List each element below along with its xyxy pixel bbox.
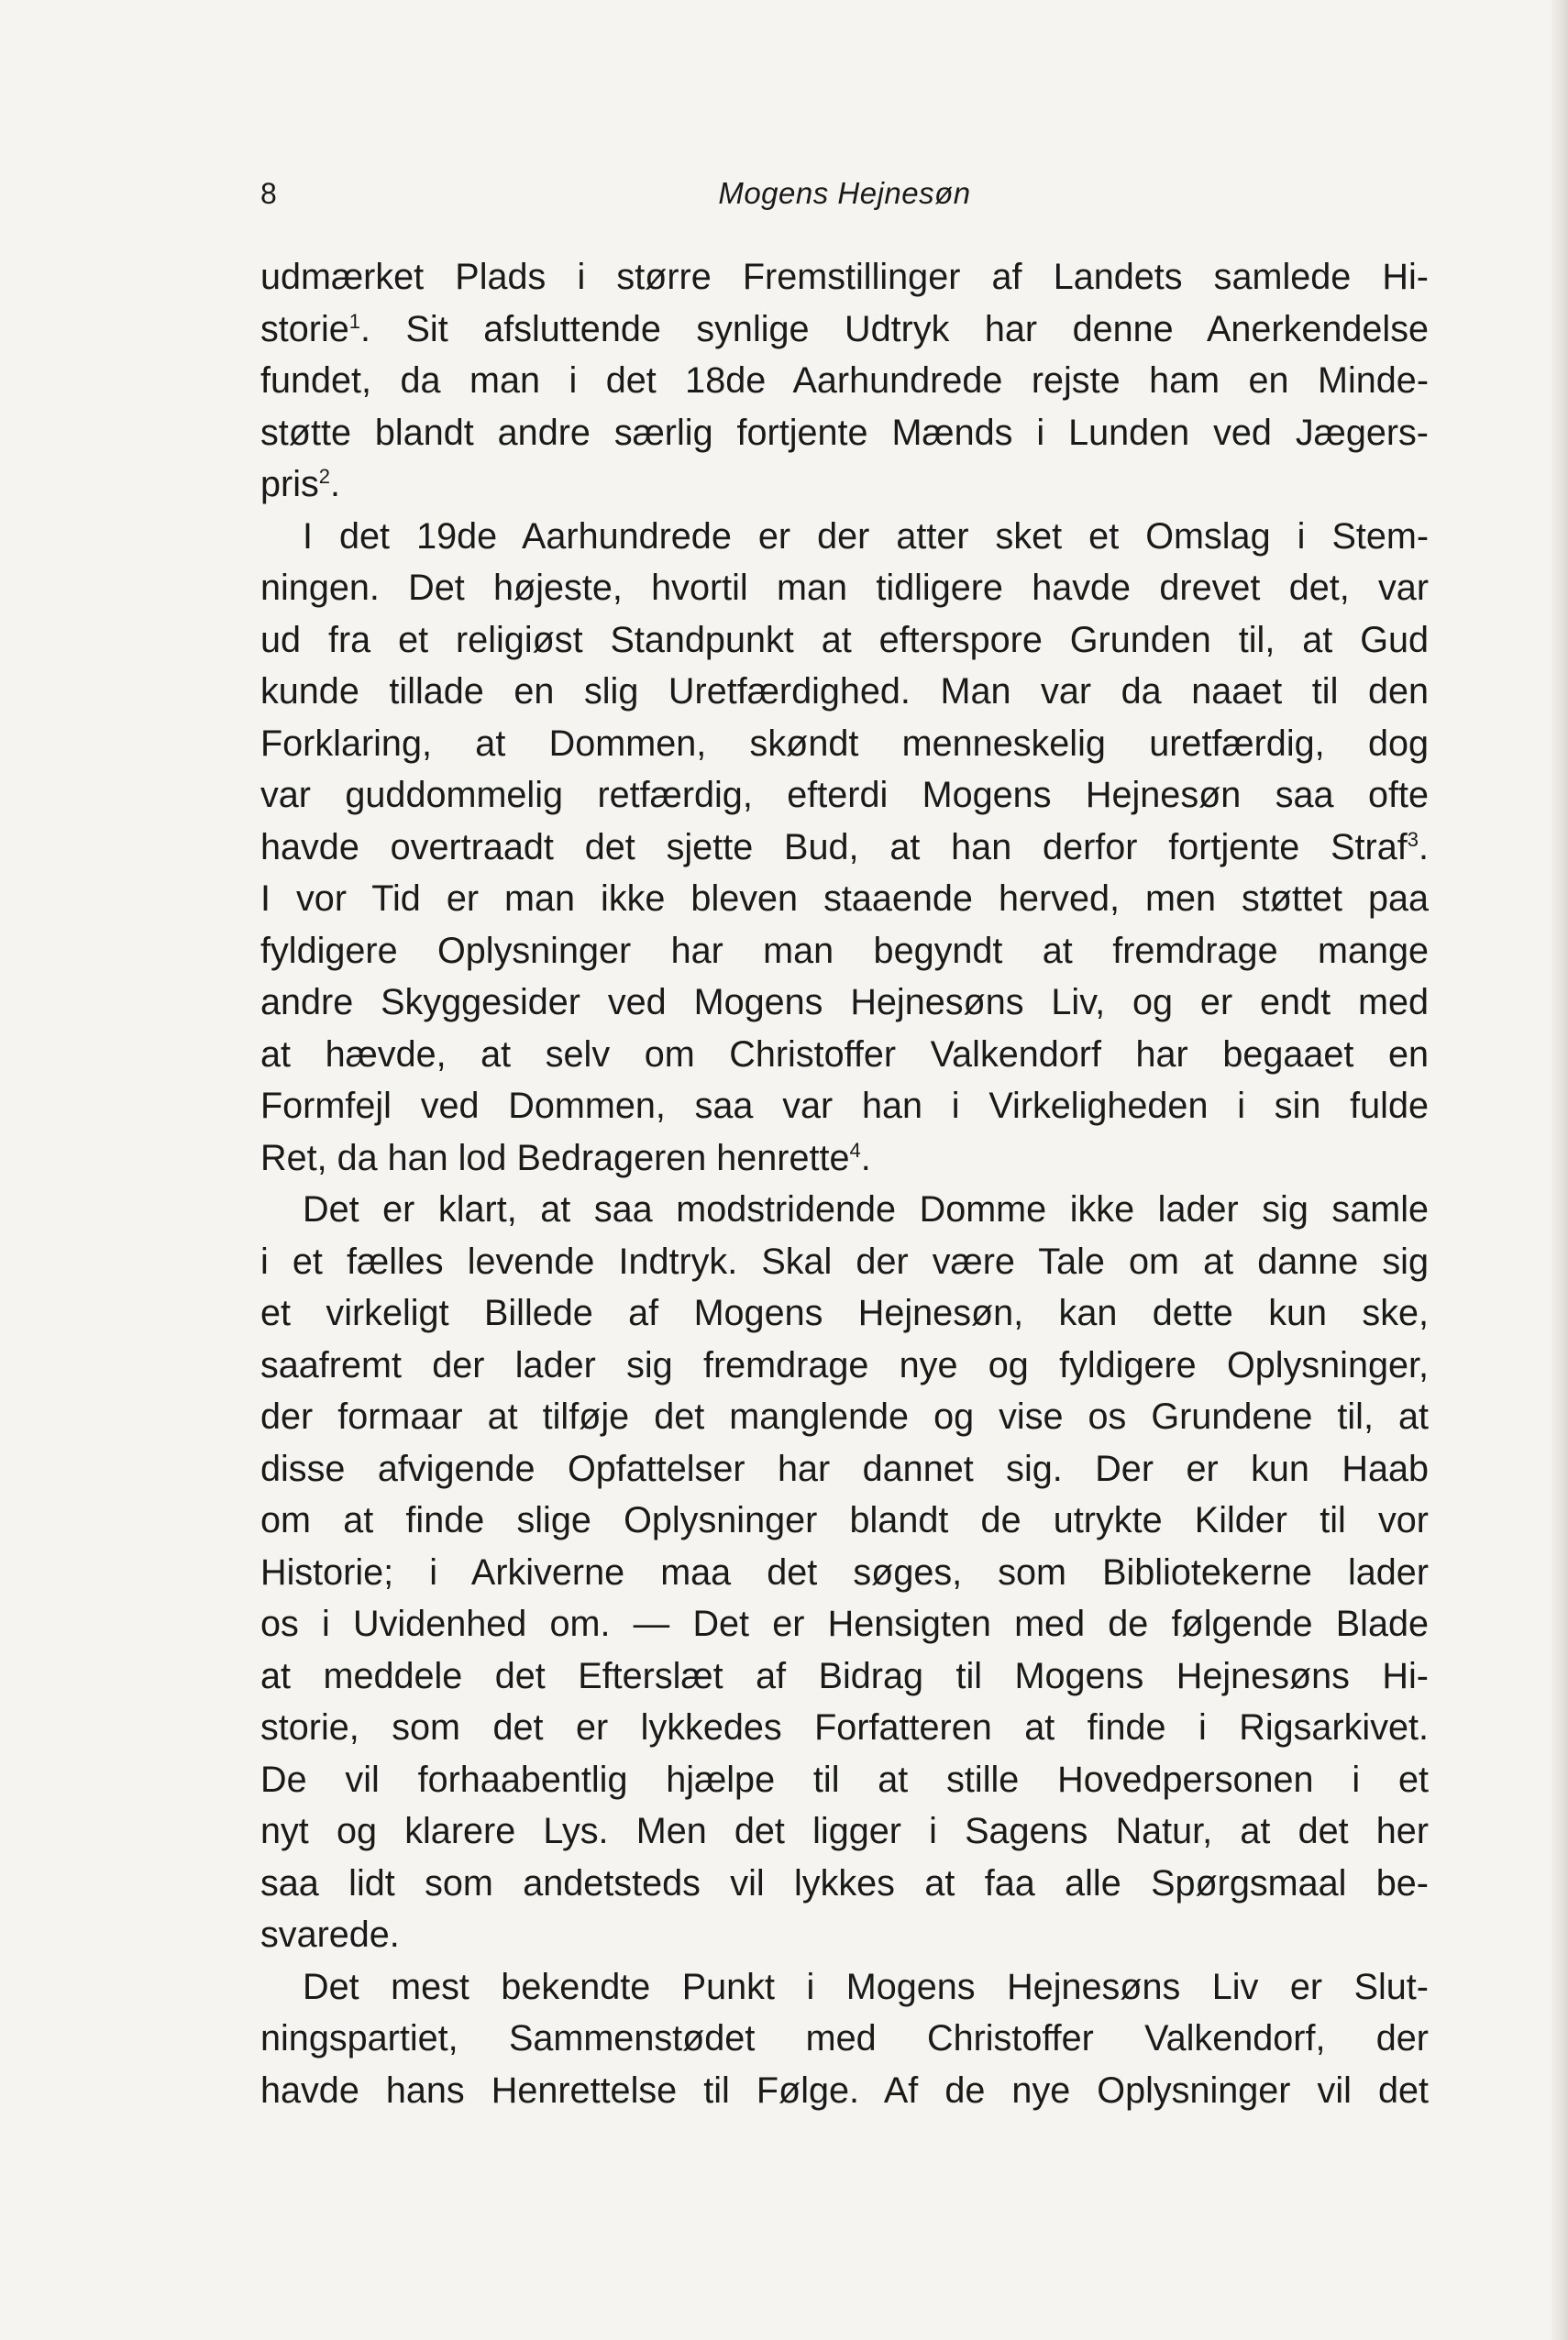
text-line-content: De vil forhaabentlig hjælpe til at stille Hovedpersonen i et	[260, 1759, 1429, 1800]
text-line	[260, 355, 1429, 407]
text-line	[260, 718, 1429, 770]
text-line	[260, 1754, 1429, 1806]
text-line-content: saa lidt som andetsteds vil lykkes at faa alle Spørgsmaal be-	[260, 1862, 1429, 1904]
text-line-content: Det er klart, at saa modstridende Domme ikke lader sig samle	[303, 1189, 1429, 1230]
text-line	[260, 2065, 1429, 2117]
text-line	[260, 1495, 1429, 1547]
running-header	[260, 172, 1429, 215]
text-line	[260, 1184, 1429, 1236]
text-line	[260, 1547, 1429, 1599]
text-line	[260, 925, 1429, 977]
text-line	[260, 1029, 1429, 1081]
text-line	[260, 1858, 1429, 1910]
text-line-content: Det mest bekendte Punkt i Mogens Hejnesøns Liv er Slut-	[303, 1966, 1429, 2007]
text-line	[260, 1702, 1429, 1754]
text-line-content: Forklaring, at Dommen, skøndt menneskelig uretfærdig, dog	[260, 723, 1429, 764]
text-line-content: disse afvigende Opfattelser har dannet sig. Der er kun Haab	[260, 1448, 1429, 1489]
text-line-content: Historie; i Arkiverne maa det søges, som Bibliotekerne lader	[260, 1551, 1429, 1593]
text-line-content: I det 19de Aarhundrede er der atter sket et Omslag i Stem-	[303, 515, 1429, 557]
text-line	[260, 1132, 1429, 1185]
text-line-content: Ret, da han lod Bedrageren henrette	[260, 1137, 850, 1178]
text-line-content: ningen. Det højeste, hvortil man tidligere havde drevet det, var	[260, 568, 1429, 608]
text-line-content: nyt og klarere Lys. Men det ligger i Sagens Natur, at det her	[260, 1811, 1429, 1851]
text-line-content: Formfejl ved Dommen, saa var han i Virkeligheden i sin fulde	[260, 1086, 1429, 1126]
body-text	[260, 251, 1429, 2116]
text-line	[260, 251, 1429, 304]
text-line-content: der formaar at tilføje det manglende og vise os Grundene til, at	[260, 1396, 1429, 1437]
text-line	[260, 407, 1429, 459]
text-line-continuation: .	[1419, 826, 1429, 867]
text-line-content: fundet, da man i det 18de Aarhundrede rejste ham en Minde-	[260, 360, 1429, 401]
text-line	[260, 977, 1429, 1029]
text-line-content: havde hans Henrettelse til Følge. Af de nye Oplysninger vil det	[260, 2070, 1429, 2111]
text-line	[260, 304, 1429, 356]
text-line-continuation: . Sit afsluttende synlige Udtryk har denne Anerkendelse	[360, 308, 1429, 349]
text-line-content: at hævde, at selv om Christoffer Valkendorf har begaaet en	[260, 1033, 1429, 1075]
text-line-content: pris	[260, 464, 319, 504]
footnote-marker: 2	[318, 465, 331, 488]
text-line-content: os i Uvidenhed om. — Det er Hensigten med de følgende Blade	[260, 1604, 1429, 1644]
text-line-content: havde overtraadt det sjette Bud, at han derfor fortjente Straf	[260, 826, 1408, 867]
text-line	[260, 2013, 1429, 2065]
text-line	[260, 614, 1429, 667]
text-line-content: udmærket Plads i større Fremstillinger af Landets samlede Hi-	[260, 257, 1429, 297]
text-line-content: støtte blandt andre særlig fortjente Mænds i Lunden ved Jægers-	[260, 412, 1429, 453]
text-line	[260, 1443, 1429, 1496]
text-line-content: ningspartiet, Sammenstødet med Christoffer Valkendorf, der	[260, 2018, 1429, 2059]
text-line-content: et virkeligt Billede af Mogens Hejnesøn, kan dette kun ske,	[260, 1293, 1429, 1333]
text-line	[260, 1650, 1429, 1703]
page-edge-shadow	[1551, 0, 1568, 2340]
footnote-marker: 3	[1407, 827, 1419, 851]
text-line-content: at meddele det Efterslæt af Bidrag til Mogens Hejnesøns Hi-	[260, 1655, 1429, 1696]
text-line	[260, 562, 1429, 614]
text-line-continuation: .	[330, 464, 341, 504]
text-line	[260, 873, 1429, 925]
text-line-content: storie, som det er lykkedes Forfatteren at finde i Rigsarkivet.	[260, 1707, 1429, 1748]
footnote-marker: 1	[348, 309, 361, 333]
text-line-content: ud fra et religiøst Standpunkt at efterspore Grunden til, at Gud	[260, 619, 1429, 660]
footnote-marker: 4	[849, 1138, 861, 1162]
text-line	[260, 1340, 1429, 1392]
text-line	[260, 1961, 1429, 2014]
text-line	[260, 511, 1429, 563]
text-line-content: kunde tillade en slig Uretfærdighed. Man var da naaet til den	[260, 671, 1429, 712]
running-title: Mogens Hejnesøn	[718, 176, 971, 210]
text-line	[260, 1598, 1429, 1650]
text-line-content: om at finde slige Oplysninger blandt de utrykte Kilder til vor	[260, 1500, 1429, 1540]
text-line	[260, 1080, 1429, 1132]
text-line	[260, 458, 1429, 511]
text-line-content: saafremt der lader sig fremdrage nye og fyldigere Oplysninger,	[260, 1344, 1429, 1385]
text-line	[260, 769, 1429, 822]
text-line-continuation: .	[860, 1137, 871, 1178]
text-line-content: svarede.	[260, 1915, 400, 1955]
text-line-content: andre Skyggesider ved Mogens Hejnesøns Liv, og er endt med	[260, 982, 1429, 1022]
text-line-content: i et fælles levende Indtryk. Skal der være Tale om at danne sig	[260, 1241, 1429, 1282]
text-line-content: storie	[260, 308, 349, 349]
text-line	[260, 1909, 1429, 1961]
text-line	[260, 822, 1429, 874]
text-line	[260, 1391, 1429, 1443]
text-line	[260, 1287, 1429, 1340]
text-line-content: var guddommelig retfærdig, efterdi Mogens Hejnesøn saa ofte	[260, 775, 1429, 815]
text-line	[260, 1236, 1429, 1288]
page-number: 8	[260, 177, 277, 210]
text-line	[260, 666, 1429, 718]
text-line	[260, 1805, 1429, 1858]
text-line-content: fyldigere Oplysninger har man begyndt at fremdrage mange	[260, 930, 1429, 971]
text-line-content: I vor Tid er man ikke bleven staaende herved, men støttet paa	[260, 878, 1429, 919]
